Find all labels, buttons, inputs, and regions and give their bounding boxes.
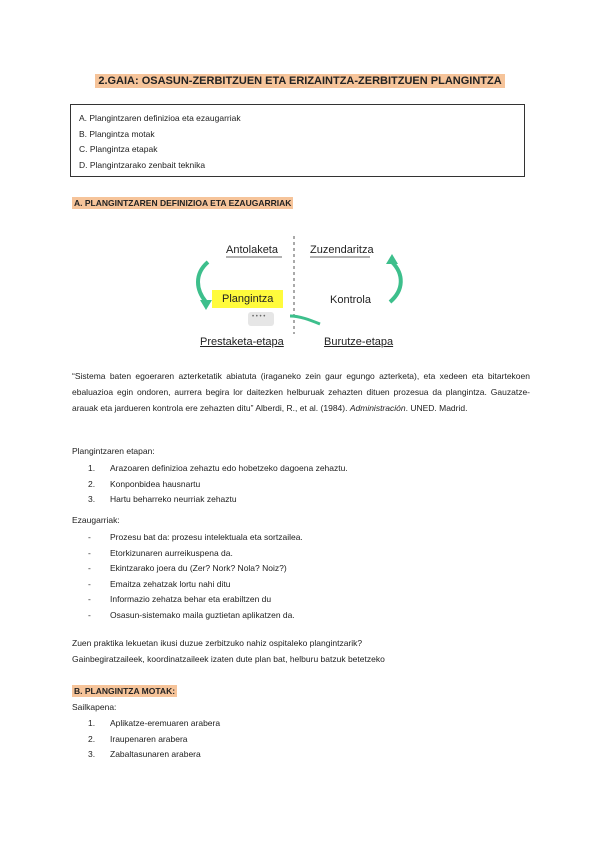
- list-item: [88, 492, 348, 508]
- list-item: [88, 477, 348, 493]
- stages-intro: Plangintzaren etapan:: [72, 446, 155, 456]
- table-of-contents: [70, 104, 525, 177]
- diagram-label-kontrola: Kontrola: [330, 294, 371, 306]
- quote-ref-end: . UNED. Madrid.: [405, 403, 468, 413]
- list-item: [88, 530, 303, 546]
- definition-quote: [72, 368, 530, 416]
- list-dash: -: [88, 594, 91, 604]
- list-number: 2.: [88, 733, 96, 744]
- classification-intro: Sailkapena:: [72, 702, 117, 712]
- answer-text: Gainbegiratzaileek, koordinatzaileek izaten dute plan bat, helburu batzuk betetzeko: [72, 654, 385, 664]
- list-text: Ekintzarako joera du (Zer? Nork? Nola? Noiz?): [110, 563, 287, 573]
- page-title-text: 2.GAIA: OSASUN-ZERBITZUEN ETA ERIZAINTZA-ZERBITZUEN PLANGINTZA: [95, 74, 504, 88]
- diagram-label-plangintza: Plangintza: [212, 290, 283, 308]
- list-text: Iraupenaren arabera: [110, 733, 188, 744]
- section-b-heading-text: B. PLANGINTZA MOTAK:: [74, 686, 176, 696]
- question-text: Zuen praktika lekuetan ikusi duzue zerbitzuko nahiz ospitaleko plangintzarik?: [72, 638, 363, 648]
- planning-cycle-diagram: [190, 232, 420, 357]
- list-number: 1.: [88, 463, 96, 473]
- list-dash: -: [88, 532, 91, 542]
- diagram-label-zuzendaritza: Zuzendaritza: [310, 244, 374, 256]
- toc-item: D. Plangintzarako zenbait teknika: [79, 159, 206, 170]
- diagram-dots: • • • •: [252, 314, 266, 320]
- list-text: Arazoaren definizioa zehaztu edo hobetzeko dagoena zehaztu.: [110, 463, 348, 473]
- list-item: [88, 546, 303, 562]
- list-text: Aplikatze-eremuaren arabera: [110, 718, 221, 728]
- list-text: Hartu beharreko neurriak zehaztu: [110, 494, 237, 504]
- left-cycle-arrow: [198, 262, 208, 302]
- page-title: [0, 75, 600, 87]
- list-text: Konponbidea hausnartu: [110, 478, 201, 489]
- quote-text: “Sistema baten egoeraren azterketatik abiatuta (iraganeko zein gaur egungo azterketa), eta xedeen eta bitartekoen ebaluazioa egin ondoren, aurrera begira lor daitezken helburuak zehazten dituen prozesua da plangintza. Gauzatze-arauak eta jardueren kontrola ere zehazten ditu” Alberdi, R., et al. (1984).: [72, 371, 530, 413]
- diagram-label-burutze: Burutze-etapa: [324, 336, 394, 348]
- left-arrow-head: [200, 300, 212, 310]
- list-item: [88, 461, 348, 477]
- list-item: [88, 592, 303, 608]
- quote-ref-title: Administración: [349, 403, 406, 413]
- diagram-label-antolaketa: Antolaketa: [226, 244, 278, 256]
- section-a-heading-text: A. PLANGINTZAREN DEFINIZIOA ETA EZAUGARRIAK: [74, 198, 292, 208]
- list-text: Zabaltasunaren arabera: [110, 749, 201, 759]
- list-item: [88, 608, 303, 624]
- diagram-label-prestaketa: Prestaketa-etapa: [200, 336, 284, 348]
- list-item: [88, 747, 220, 763]
- list-text: Osasun-sistemako maila guztietan aplikatzen da.: [110, 609, 295, 620]
- section-a-heading: [72, 198, 293, 208]
- features-intro: Ezaugarriak:: [72, 515, 120, 525]
- types-list: [88, 716, 220, 763]
- list-number: 1.: [88, 718, 96, 728]
- list-item: [88, 716, 220, 732]
- right-cycle-arrow: [390, 262, 401, 302]
- list-text: Emaitza zehatzak lortu nahi ditu: [110, 578, 231, 589]
- list-item: [88, 577, 303, 593]
- list-number: 2.: [88, 478, 96, 489]
- list-dash: -: [88, 609, 91, 620]
- list-number: 3.: [88, 494, 96, 504]
- list-item: [88, 561, 303, 577]
- stages-list: [88, 461, 348, 508]
- section-b-heading: [72, 686, 177, 696]
- list-dash: -: [88, 578, 91, 589]
- toc-item: A. Plangintzaren definizioa eta ezaugarriak: [79, 113, 241, 123]
- list-dash: -: [88, 563, 91, 573]
- list-number: 3.: [88, 749, 96, 759]
- features-list: [88, 530, 303, 623]
- list-text: Informazio zehatza behar eta erabiltzen du: [110, 594, 272, 604]
- list-text: Etorkizunaren aurreikuspena da.: [110, 547, 233, 558]
- list-dash: -: [88, 547, 91, 558]
- list-text: Prozesu bat da: prozesu intelektuala eta sortzailea.: [110, 532, 303, 542]
- list-item: [88, 732, 220, 748]
- toc-item: B. Plangintza motak: [79, 128, 155, 139]
- toc-item: C. Plangintza etapak: [79, 144, 158, 154]
- right-arrow-head: [386, 254, 398, 264]
